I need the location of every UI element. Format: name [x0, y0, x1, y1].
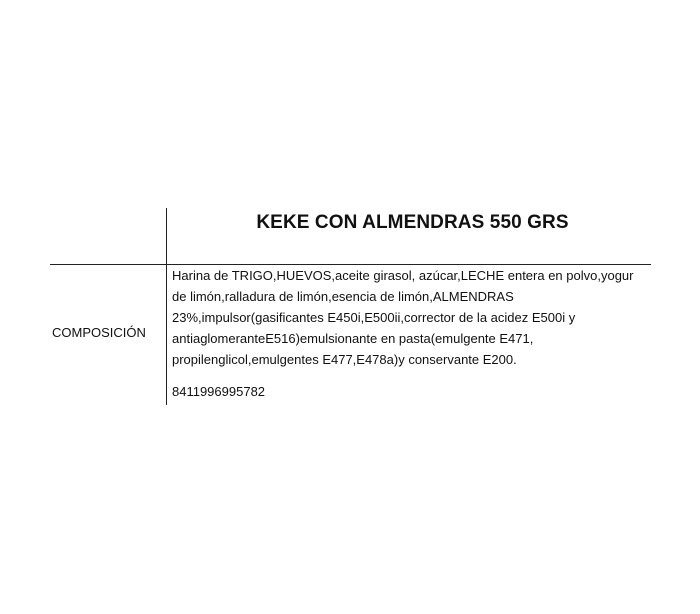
ingredients-line: propilenglicol,emulgentes E477,E478a)y conservante E200. [172, 352, 517, 367]
ingredients-text [172, 265, 654, 370]
ingredients-line: Harina de TRIGO,HUEVOS,aceite girasol, azúcar,LECHE entera en polvo,yogur [172, 268, 634, 283]
ingredients-line: 23%,impulsor(gasificantes E450i,E500ii,corrector de la acidez E500i y [172, 310, 576, 325]
column-divider [166, 208, 167, 405]
ingredients-line: de limón,ralladura de limón,esencia de limón,ALMENDRAS [172, 289, 514, 304]
composition-label: COMPOSICIÓN [52, 325, 146, 340]
barcode-number: 8411996995782 [172, 384, 266, 399]
ingredients-line: antiaglomeranteE516)emulsionante en pasta(emulgente E471, [172, 331, 534, 346]
product-title: KEKE CON ALMENDRAS 550 GRS [256, 212, 569, 233]
